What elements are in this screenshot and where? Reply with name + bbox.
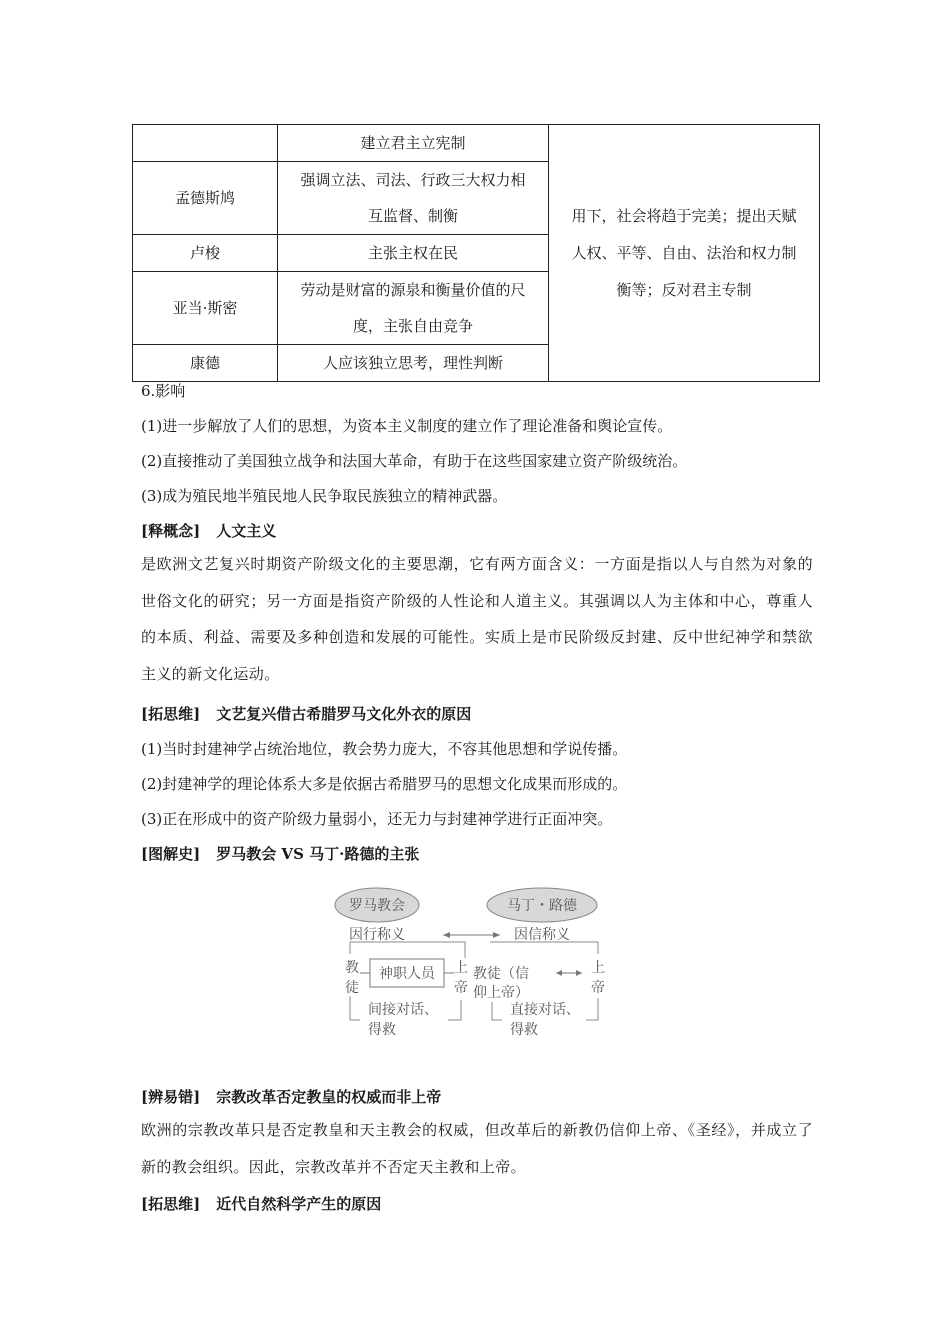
section-title: 罗马教会 VS 马丁·路德的主张 [216, 845, 420, 863]
right-believer: 仰上帝） [473, 985, 529, 1001]
think2-heading [141, 1193, 381, 1214]
god-char: 帝 [454, 980, 468, 996]
section-tag: [拓思维] [141, 1195, 201, 1213]
right-believer: 教徒（信 [473, 966, 529, 982]
clergy-label: 神职人员 [379, 966, 435, 982]
section-tag: [拓思维] [141, 705, 201, 723]
thinker-idea: 人应该独立思考，理性判断 [278, 345, 549, 382]
influence-item: (2)直接推动了美国独立战争和法国大革命，有助于在这些国家建立资产阶级统治。 [141, 452, 688, 470]
god-char: 上 [454, 960, 468, 976]
thinker-name: 卢梭 [133, 235, 278, 272]
right-doctrine: 因信称义 [514, 927, 570, 943]
thinkers-table [132, 124, 820, 382]
section-title: 文艺复兴借古希腊罗马文化外衣的原因 [216, 705, 472, 723]
arrow-head [556, 970, 562, 976]
right-bracket-top [490, 942, 598, 954]
arrow-head [576, 970, 582, 976]
left-result: 间接对话、 [368, 1002, 438, 1018]
section-tag: [释概念] [141, 522, 201, 540]
right-bracket-bottom [586, 998, 598, 1020]
thinker-idea: 主张主权在民 [278, 235, 549, 272]
left-doctrine: 因行称义 [349, 927, 405, 943]
merged-idea-line: 衡等；反对君主专制 [616, 280, 752, 299]
section-tag: [图解史] [141, 845, 201, 863]
mistake-text: 欧洲的宗教改革只是否定教皇和天主教会的权威，但改革后的新教仍信仰上帝、《圣经》，并成立了新的教会组织。因此，宗教改革并不否定天主教和上帝。 [141, 1121, 813, 1176]
believer-char: 徒 [345, 980, 359, 996]
church-vs-luther-diagram [330, 884, 620, 1044]
influence-item: (1)进一步解放了人们的思想，为资本主义制度的建立作了理论准备和舆论宣传。 [141, 417, 673, 435]
history-heading [141, 843, 419, 864]
thinker-idea: 建立君主立宪制 [278, 125, 549, 162]
section-title: 近代自然科学产生的原因 [216, 1195, 382, 1213]
right-result: 直接对话、 [510, 1002, 580, 1018]
concept-heading [141, 520, 276, 541]
thinker-name: 孟德斯鸠 [133, 162, 278, 235]
mistake-heading [141, 1086, 441, 1107]
influence-item: (3)成为殖民地半殖民地人民争取民族独立的精神武器。 [141, 487, 508, 505]
section-title: 宗教改革否定教皇的权威而非上帝 [216, 1088, 442, 1106]
table-row [133, 125, 820, 162]
merged-idea-cell [549, 125, 820, 382]
left-bracket-top [350, 942, 465, 958]
arrow-head [493, 932, 500, 938]
believer-char: 教 [345, 960, 359, 976]
merged-idea-line: 人权、平等、自由、法治和权力制 [571, 243, 797, 262]
merged-idea-line: 用下，社会将趋于完美；提出天赋 [571, 206, 797, 225]
thinker-name: 康德 [133, 345, 278, 382]
think1-item: (3)正在形成中的资产阶级力量弱小，还无力与封建神学进行正面冲突。 [141, 810, 613, 828]
left-bracket-bottom [448, 1000, 461, 1020]
think1-item: (2)封建神学的理论体系大多是依据古希腊罗马的思想文化成果而形成的。 [141, 775, 628, 793]
left-bracket-bottom [350, 996, 360, 1020]
arrow-head [443, 932, 450, 938]
god-char: 上 [591, 960, 605, 976]
thinker-name [133, 125, 278, 162]
god-char: 帝 [591, 980, 605, 996]
right-result: 得救 [510, 1022, 538, 1038]
thinker-idea: 劳动是财富的源泉和衡量价值的尺 度，主张自由竞争 [278, 272, 549, 345]
right-bracket-bottom [492, 1002, 502, 1020]
section-tag: [辨易错] [141, 1088, 201, 1106]
thinker-idea: 强调立法、司法、行政三大权力相 互监督、制衡 [278, 162, 549, 235]
concept-text: 是欧洲文艺复兴时期资产阶级文化的主要思潮，它有两方面含义：一方面是指以人与自然为对象的世俗文化的研究；另一方面是指资产阶级的人性论和人道主义。其强调以人为主体和中心，尊重人的本质、利益、需要及多种创造和发展的可能性。实质上是市民阶级反封建、反中世纪神学和禁欲主义的新文化运动。 [141, 555, 813, 683]
luther-label: 马丁・路德 [507, 898, 577, 914]
left-result: 得救 [368, 1022, 396, 1038]
roman-church-label: 罗马教会 [349, 898, 405, 914]
think1-item: (1)当时封建神学占统治地位，教会势力庞大，不容其他思想和学说传播。 [141, 740, 628, 758]
influence-heading: 6.影响 [141, 382, 186, 400]
section-title: 人文主义 [216, 522, 277, 540]
think1-heading [141, 703, 471, 724]
thinker-name: 亚当·斯密 [133, 272, 278, 345]
